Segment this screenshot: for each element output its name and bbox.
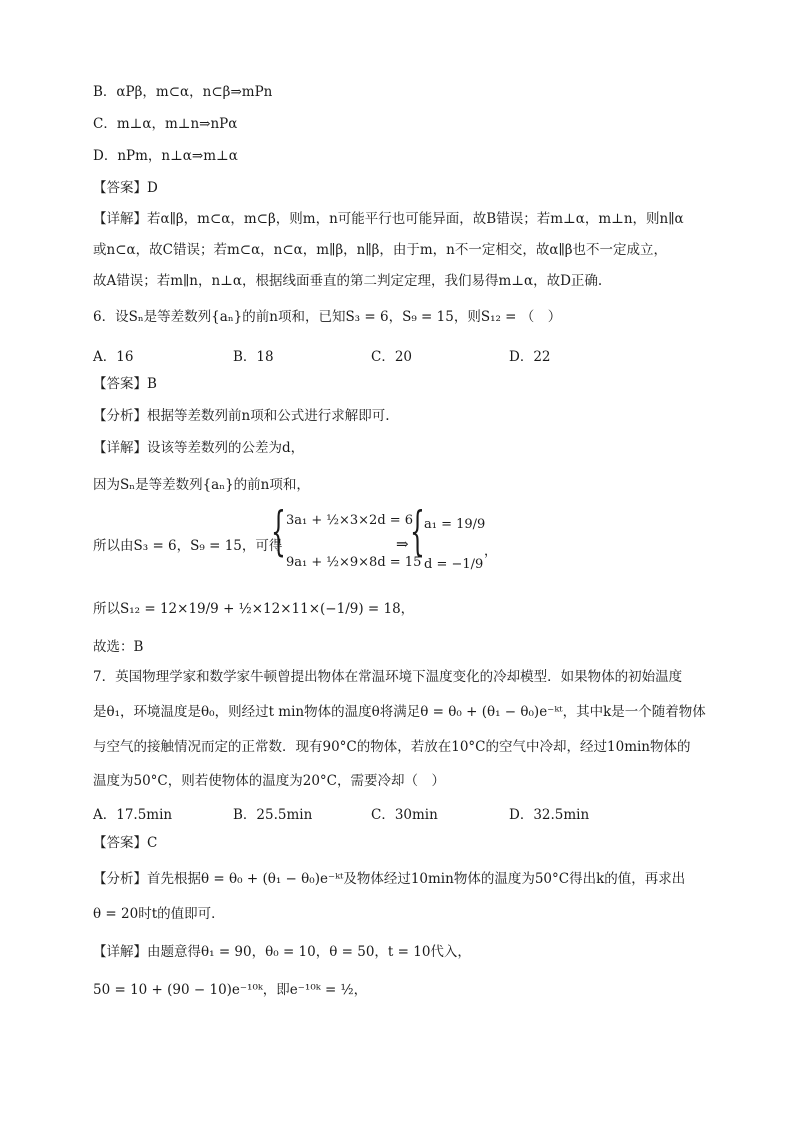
q5-detail-line-2: 或n⊂α，故C错误；若m⊂α，n⊂α，m∥β，n∥β，由于m，n不一定相交，故α∥β也不一定成立， (93, 242, 668, 258)
q5-option-b: B．αPβ，m⊂α，n⊂β⇒mPn (93, 84, 273, 100)
answer-value: B (147, 376, 157, 392)
q5-detail-line-3: 故A错误；若m∥n，n⊥α，根据线面垂直的第二判定定理，我们易得m⊥α，故D正确. (93, 273, 603, 289)
q7-option-d: D．32.5min (509, 807, 590, 823)
q7-answer (93, 833, 157, 853)
q7-detail-line-1 (93, 942, 471, 962)
answer-value: C (147, 835, 158, 851)
q6-detail-line-1 (93, 438, 304, 458)
q7-option-c: C．30min (371, 807, 438, 823)
q6-stem: 6．设Sₙ是等差数列{aₙ}的前n项和，已知S₃ = 6，S₉ = 15，则S₁₂ = （ ） (93, 309, 562, 325)
q6-analysis (93, 406, 390, 426)
q6-choose: 故选：B (93, 639, 144, 655)
q6-detail-line-4: 所以S₁₂ = 12×19/9 + ½×12×11×(−1/9) = 18， (93, 601, 415, 617)
solution-d: d = −1/9 (424, 557, 484, 572)
analysis-tag: 【分析】 (93, 871, 147, 887)
q6-option-d: D．22 (509, 349, 551, 365)
q7-stem-line-4: 温度为50°C，则若使物体的温度为20°C，需要冷却（ ） (93, 773, 446, 789)
q5-detail-line-1 (93, 209, 684, 229)
detail-tag: 【详解】 (93, 944, 147, 960)
q7-detail-line-2: 50 = 10 + (90 − 10)e⁻¹⁰ᵏ，即e⁻¹⁰ᵏ = ½， (93, 982, 368, 998)
q6-option-a: A．16 (93, 349, 134, 365)
q7-stem-line-2: 是θ₁，环境温度是θ₀，则经过t min物体的温度θ将满足θ = θ₀ + (θ₁ − θ₀)e⁻ᵏᵗ，其中k是一个随着物体 (93, 704, 706, 720)
analysis-text: 根据等差数列前n项和公式进行求解即可. (147, 408, 390, 424)
q7-analysis-line-1 (93, 869, 685, 889)
detail-text: 设该等差数列的公差为d， (147, 440, 305, 456)
detail-text: 若α∥β，m⊂α，m⊂β，则m，n可能平行也可能异面，故B错误；若m⊥α，m⊥n，则n∥α (147, 211, 684, 227)
analysis-tag: 【分析】 (93, 408, 147, 424)
left-brace-icon: { (410, 502, 425, 562)
answer-value: D (147, 180, 158, 196)
equation-2: 9a₁ + ½×9×8d = 15 (286, 555, 422, 570)
left-brace-icon: { (271, 502, 286, 562)
detail-tag: 【详解】 (93, 440, 147, 456)
answer-tag: 【答案】 (93, 835, 147, 851)
q6-answer (93, 374, 157, 394)
detail-tag: 【详解】 (93, 211, 147, 227)
implies-arrow: ⇒ (396, 535, 409, 553)
q7-analysis-line-2: θ = 20时t的值即可． (93, 906, 225, 922)
q6-detail-line-3: 所以由S₃ = 6，S₉ = 15，可得 (93, 538, 283, 554)
answer-tag: 【答案】 (93, 180, 147, 196)
q6-detail-line-2: 因为Sₙ是等差数列{aₙ}的前n项和， (93, 477, 310, 493)
q7-option-a: A．17.5min (93, 807, 173, 823)
q7-stem-line-3: 与空气的接触情况而定的正常数．现有90°C的物体，若放在10°C的空气中冷却，经过10min物体的 (93, 739, 691, 755)
q5-option-d: D．nPm，n⊥α⇒m⊥α (93, 148, 238, 164)
comma: ， (484, 544, 498, 559)
analysis-text: 首先根据θ = θ₀ + (θ₁ − θ₀)e⁻ᵏᵗ及物体经过10min物体的温度为50°C得出k的值，再求出 (147, 871, 686, 887)
answer-tag: 【答案】 (93, 376, 147, 392)
detail-text: 由题意得θ₁ = 90，θ₀ = 10，θ = 50，t = 10代入， (147, 944, 471, 960)
q7-option-b: B．25.5min (233, 807, 313, 823)
q5-answer (93, 178, 158, 198)
q6-option-b: B．18 (233, 349, 274, 365)
q7-stem-line-1: 7．英国物理学家和数学家牛顿曾提出物体在常温环境下温度变化的冷却模型．如果物体的初始温度 (93, 669, 683, 685)
q6-option-c: C．20 (371, 349, 413, 365)
solution-a1: a₁ = 19/9 (424, 517, 486, 532)
q5-option-c: C．m⊥α，m⊥n⇒nPα (93, 116, 238, 132)
equation-1: 3a₁ + ½×3×2d = 6 (286, 513, 414, 528)
